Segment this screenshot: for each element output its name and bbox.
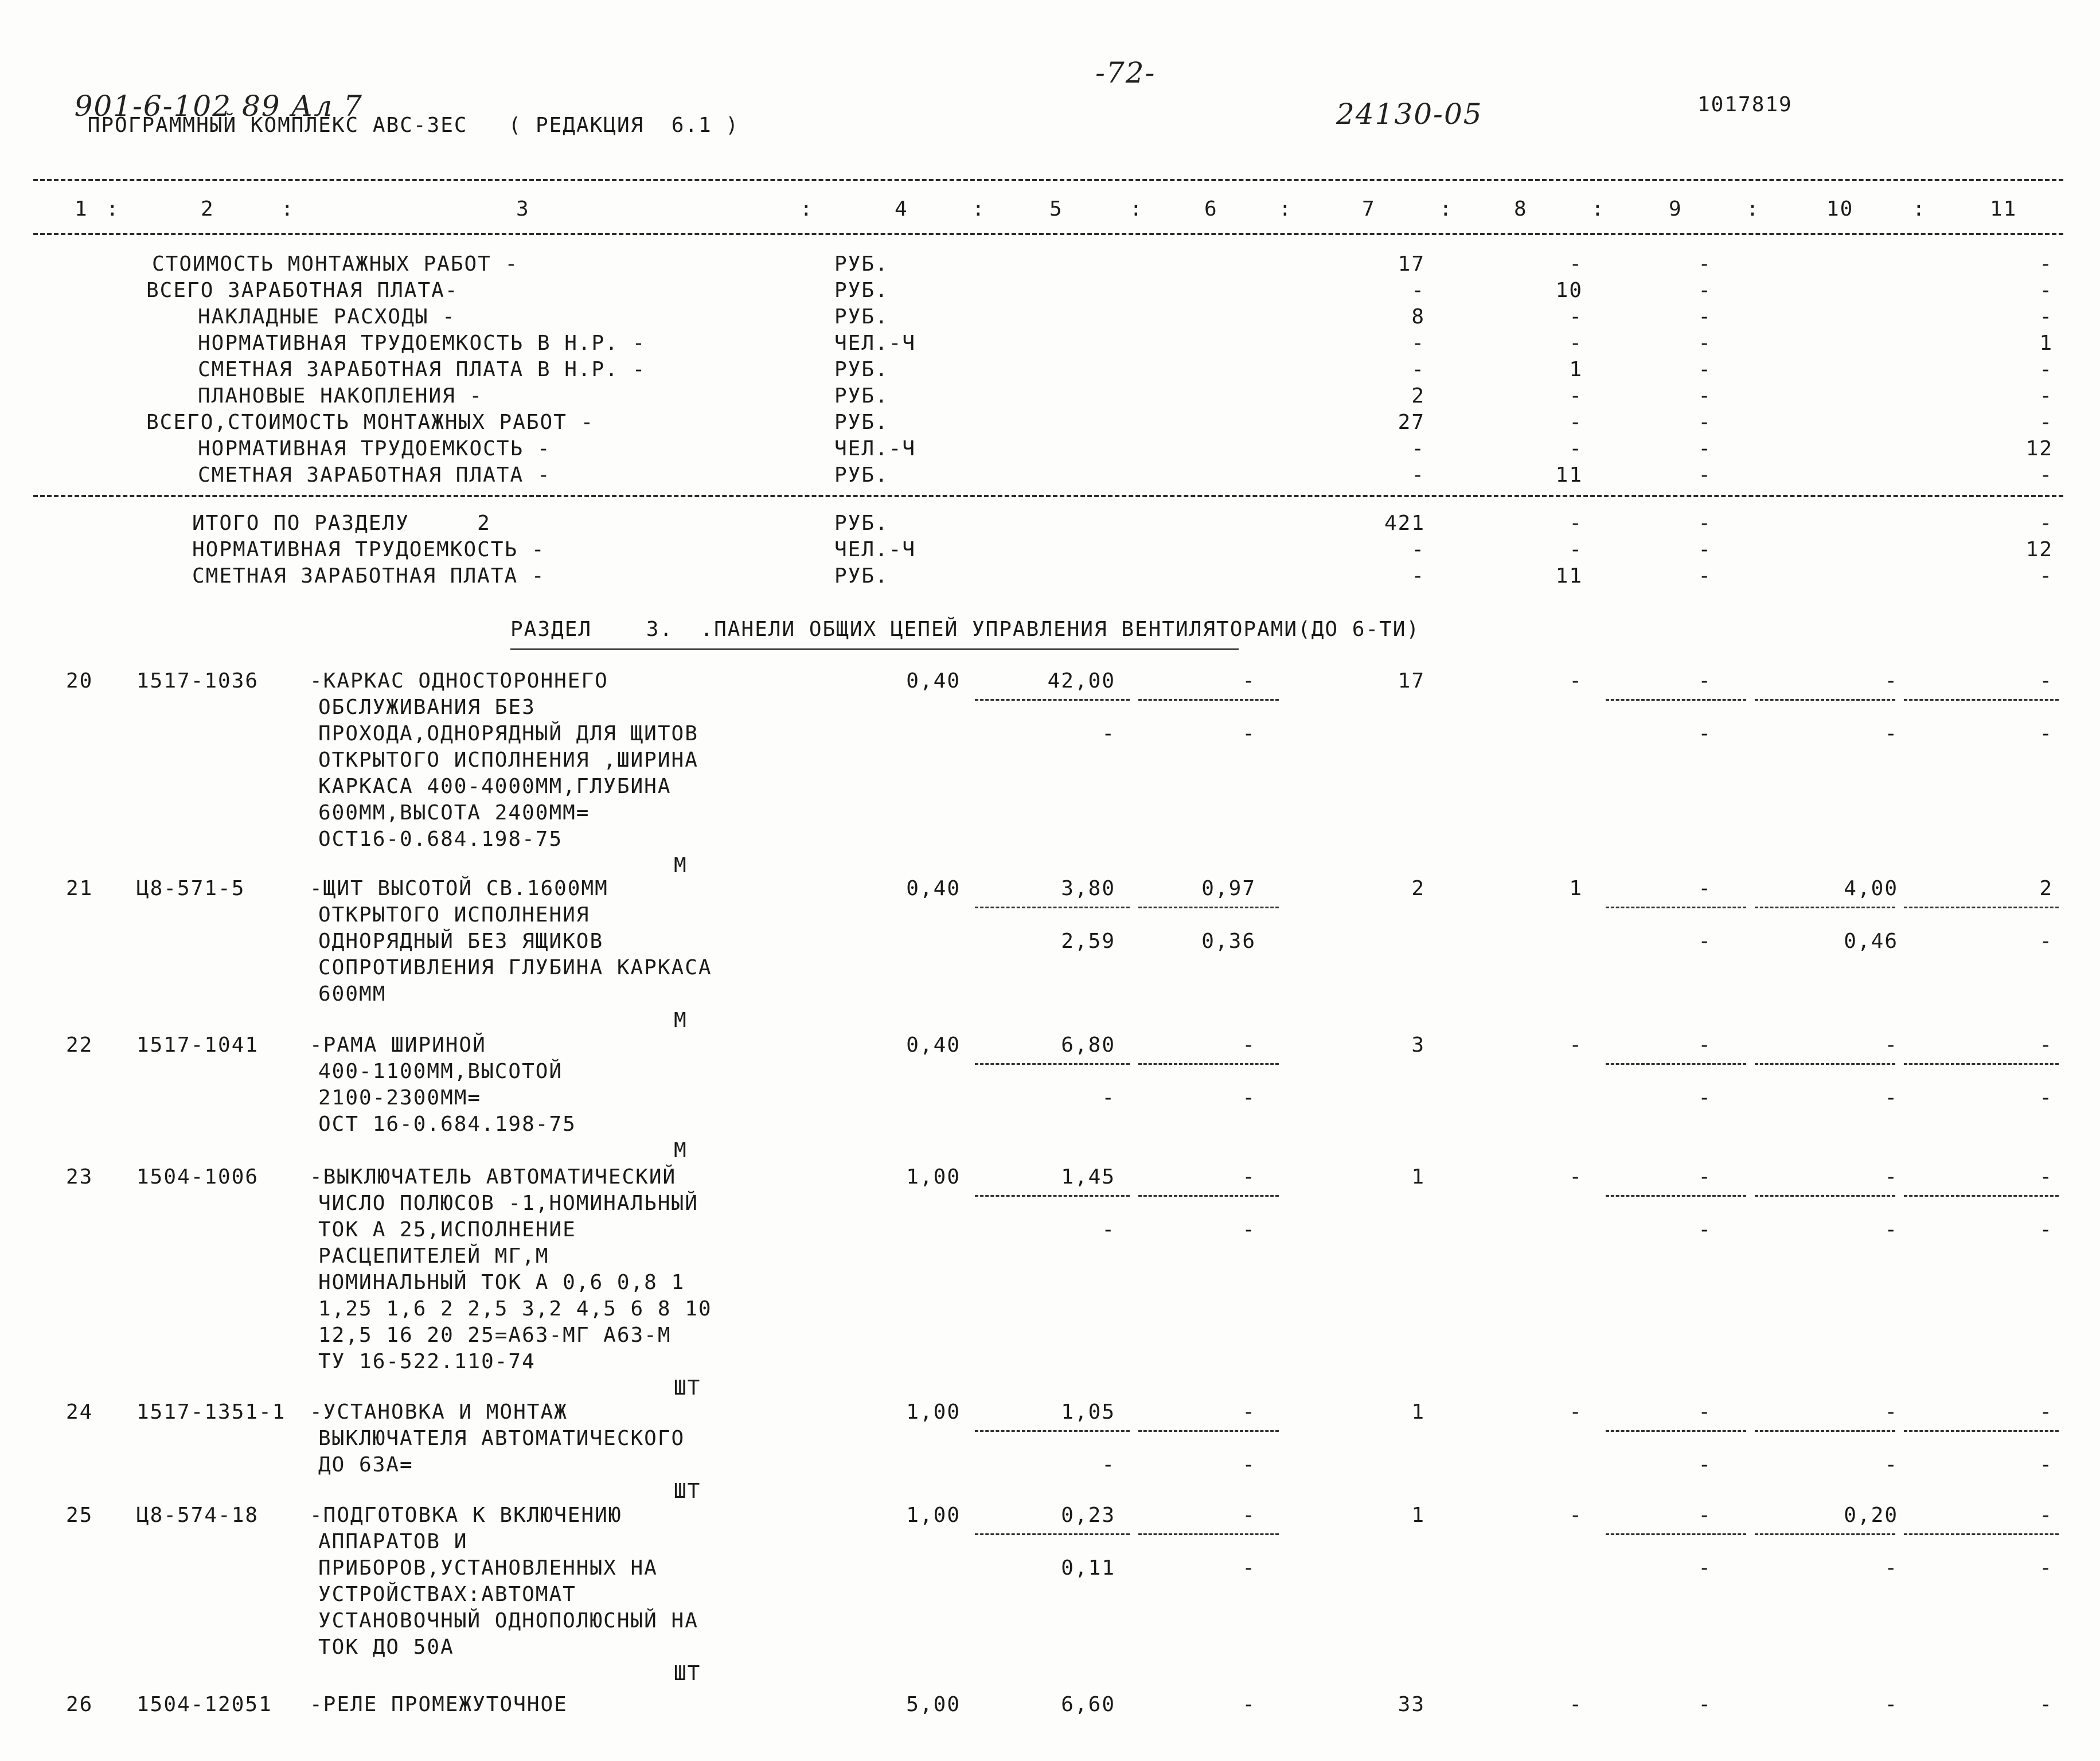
item-dash-rule xyxy=(975,699,1130,701)
total-unit: РУБ. xyxy=(834,564,889,588)
item-description-line: -ЩИТ ВЫСОТОЙ СВ.1600ММ xyxy=(310,877,608,900)
doc-code: 901-6-102 89 Ал 7 xyxy=(74,89,363,123)
item-description-line: ОБСЛУЖИВАНИЯ БЕЗ xyxy=(318,696,536,719)
item-dash-rule xyxy=(975,1533,1130,1535)
item-c9-sub: - xyxy=(1698,930,1712,953)
item-c9-sub: - xyxy=(1698,1086,1712,1110)
item-c11: - xyxy=(2039,1693,2053,1716)
summary-c9: - xyxy=(1698,252,1712,276)
item-dash-rule xyxy=(1755,1063,1895,1065)
item-number: 20 xyxy=(66,669,93,693)
column-header-8: 8 xyxy=(1514,197,1528,221)
total-c11: - xyxy=(2039,564,2053,588)
item-c4: 0,40 xyxy=(906,669,961,693)
summary-label: ВСЕГО ЗАРАБОТНАЯ ПЛАТА- xyxy=(146,279,459,302)
column-separator: : xyxy=(1746,197,1760,221)
item-c11: 2 xyxy=(2039,877,2053,900)
summary-c7: - xyxy=(1411,358,1425,381)
item-c10: - xyxy=(1884,669,1898,693)
item-unit: М xyxy=(674,1139,688,1162)
item-description-line: ТОК А 25,ИСПОЛНЕНИЕ xyxy=(318,1218,576,1241)
item-c4: 5,00 xyxy=(906,1693,961,1716)
total-c8: - xyxy=(1569,511,1583,535)
item-description-line: -ВЫКЛЮЧАТЕЛЬ АВТОМАТИЧЕСКИЙ xyxy=(310,1165,677,1189)
summary-label: НОРМАТИВНАЯ ТРУДОЕМКОСТЬ - xyxy=(198,437,551,460)
item-description-line: 2100-2300ММ= xyxy=(318,1086,482,1110)
total-unit: ЧЕЛ.-Ч xyxy=(834,538,916,561)
summary-c9: - xyxy=(1698,384,1712,408)
item-description-line: ОТКРЫТОГО ИСПОЛНЕНИЯ ,ШИРИНА xyxy=(318,748,698,772)
item-number: 22 xyxy=(66,1033,93,1057)
item-c8: - xyxy=(1569,1400,1583,1424)
item-description-line: ПРОХОДА,ОДНОРЯДНЫЙ ДЛЯ ЩИТОВ xyxy=(318,722,698,745)
item-dash-rule xyxy=(1606,1430,1746,1432)
item-description-line: -РАМА ШИРИНОЙ xyxy=(310,1033,486,1057)
item-dash-rule xyxy=(975,1430,1130,1432)
item-c5: 6,80 xyxy=(1061,1033,1115,1057)
item-c5-sub: - xyxy=(1102,1453,1115,1477)
item-code: 1504-1006 xyxy=(136,1165,259,1189)
total-c7: - xyxy=(1411,564,1425,588)
summary-c9: - xyxy=(1698,437,1712,460)
summary-c7: - xyxy=(1411,463,1425,487)
item-c6-sub: 0,36 xyxy=(1201,930,1256,953)
summary-c7: - xyxy=(1411,331,1425,355)
item-c7: 33 xyxy=(1398,1693,1425,1716)
item-c9: - xyxy=(1698,1693,1712,1716)
column-header-7: 7 xyxy=(1362,197,1376,221)
item-dash-rule xyxy=(1606,907,1746,908)
item-dash-rule xyxy=(1904,1195,2059,1197)
total-c11: - xyxy=(2039,511,2053,535)
item-description-line: ДО 63А= xyxy=(318,1453,413,1477)
column-header-1: 1 xyxy=(75,197,88,221)
summary-c11: - xyxy=(2039,384,2053,408)
item-c6: - xyxy=(1242,1400,1256,1424)
item-c10-sub: - xyxy=(1884,722,1898,745)
item-description-line: ТОК ДО 50А xyxy=(318,1635,454,1659)
column-separator: : xyxy=(1912,197,1926,221)
summary-unit: РУБ. xyxy=(834,358,889,381)
item-dash-rule xyxy=(1755,1430,1895,1432)
item-description-line: ПРИБОРОВ,УСТАНОВЛЕННЫХ НА xyxy=(318,1556,658,1580)
item-description-line: УСТАНОВОЧНЫЙ ОДНОПОЛЮСНЫЙ НА xyxy=(318,1609,698,1633)
item-c10-sub: - xyxy=(1884,1086,1898,1110)
item-dash-rule xyxy=(1904,1430,2059,1432)
item-c6-sub: - xyxy=(1242,1556,1256,1580)
item-c11-sub: - xyxy=(2039,1218,2053,1241)
item-c10: - xyxy=(1884,1165,1898,1189)
item-c5: 1,45 xyxy=(1061,1165,1115,1189)
item-description-line: КАРКАСА 400-4000ММ,ГЛУБИНА xyxy=(318,775,672,798)
item-c5-sub: 2,59 xyxy=(1061,930,1115,953)
total-label: СМЕТНАЯ ЗАРАБОТНАЯ ПЛАТА - xyxy=(192,564,545,588)
item-c8: - xyxy=(1569,1033,1583,1057)
item-dash-rule xyxy=(1755,1195,1895,1197)
item-c10: - xyxy=(1884,1693,1898,1716)
column-header-10: 10 xyxy=(1826,197,1854,221)
item-c7: 1 xyxy=(1411,1400,1425,1424)
item-c6: - xyxy=(1242,1165,1256,1189)
item-c11: - xyxy=(2039,1504,2053,1527)
item-number: 24 xyxy=(66,1400,93,1424)
summary-unit: РУБ. xyxy=(834,411,889,434)
column-separator: : xyxy=(281,197,295,221)
summary-c9: - xyxy=(1698,279,1712,302)
item-c4: 0,40 xyxy=(906,877,961,900)
item-c6: - xyxy=(1242,1693,1256,1716)
item-c10: 0,20 xyxy=(1844,1504,1898,1527)
item-c11: - xyxy=(2039,1033,2053,1057)
summary-c11: - xyxy=(2039,252,2053,276)
item-c8: 1 xyxy=(1569,877,1583,900)
item-number: 26 xyxy=(66,1693,93,1716)
item-c8: - xyxy=(1569,669,1583,693)
total-c7: 421 xyxy=(1384,511,1425,535)
item-c9-sub: - xyxy=(1698,1556,1712,1580)
item-description-line: НОМИНАЛЬНЫЙ ТОК А 0,6 0,8 1 xyxy=(318,1271,685,1294)
item-c9: - xyxy=(1698,1400,1712,1424)
summary-c7: 2 xyxy=(1411,384,1425,408)
column-header-9: 9 xyxy=(1669,197,1683,221)
item-c8: - xyxy=(1569,1165,1583,1189)
total-c9: - xyxy=(1698,564,1712,588)
summary-label: ВСЕГО,СТОИМОСТЬ МОНТАЖНЫХ РАБОТ - xyxy=(146,411,595,434)
sheet-id: 1017819 xyxy=(1697,93,1793,116)
summary-c8: - xyxy=(1569,331,1583,355)
item-dash-rule xyxy=(1138,1063,1279,1065)
item-description-line: -РЕЛЕ ПРОМЕЖУТОЧНОЕ xyxy=(310,1693,568,1716)
item-code: Ц8-571-5 xyxy=(136,877,245,900)
item-dash-rule xyxy=(1606,1063,1746,1065)
item-c10-sub: 0,46 xyxy=(1844,930,1898,953)
item-c11-sub: - xyxy=(2039,1556,2053,1580)
item-c9: - xyxy=(1698,877,1712,900)
item-c7: 17 xyxy=(1398,669,1425,693)
item-dash-rule xyxy=(1606,1195,1746,1197)
summary-label: СТОИМОСТЬ МОНТАЖНЫХ РАБОТ - xyxy=(152,252,519,276)
item-c6: - xyxy=(1242,1504,1256,1527)
total-c11: 12 xyxy=(2025,538,2053,561)
item-unit: М xyxy=(674,1009,688,1032)
item-c7: 1 xyxy=(1411,1504,1425,1527)
item-dash-rule xyxy=(1138,1533,1279,1535)
summary-c11: 1 xyxy=(2039,331,2053,355)
header-top-rule xyxy=(33,179,2063,181)
item-c5: 3,80 xyxy=(1061,877,1115,900)
column-separator: : xyxy=(1130,197,1143,221)
item-c6-sub: - xyxy=(1242,1453,1256,1477)
item-dash-rule xyxy=(1904,1533,2059,1535)
item-c5-sub: 0,11 xyxy=(1061,1556,1115,1580)
summary-label: СМЕТНАЯ ЗАРАБОТНАЯ ПЛАТА В Н.Р. - xyxy=(198,358,646,381)
summary-c8: - xyxy=(1569,252,1583,276)
item-unit: ШТ xyxy=(674,1376,701,1400)
item-c10-sub: - xyxy=(1884,1556,1898,1580)
item-description-line: 12,5 16 20 25=А63-МГ А63-М xyxy=(318,1323,672,1347)
item-c9: - xyxy=(1698,669,1712,693)
item-c11: - xyxy=(2039,669,2053,693)
item-c11: - xyxy=(2039,1400,2053,1424)
item-c8: - xyxy=(1569,1504,1583,1527)
item-dash-rule xyxy=(975,1195,1130,1197)
item-c5: 1,05 xyxy=(1061,1400,1115,1424)
summary-c9: - xyxy=(1698,331,1712,355)
summary-c9: - xyxy=(1698,358,1712,381)
item-dash-rule xyxy=(1755,907,1895,908)
total-c8: - xyxy=(1569,538,1583,561)
item-c9-sub: - xyxy=(1698,1453,1712,1477)
item-description-line: УСТРОЙСТВАХ:АВТОМАТ xyxy=(318,1583,576,1606)
item-dash-rule xyxy=(975,1063,1130,1065)
summary-c8: - xyxy=(1569,437,1583,460)
summary-unit: ЧЕЛ.-Ч xyxy=(834,331,916,355)
item-dash-rule xyxy=(1138,1430,1279,1432)
item-c5: 42,00 xyxy=(1047,669,1115,693)
item-c11-sub: - xyxy=(2039,930,2053,953)
column-header-11: 11 xyxy=(1990,197,2017,221)
item-c11: - xyxy=(2039,1165,2053,1189)
summary-c7: 17 xyxy=(1398,252,1425,276)
summary-unit: РУБ. xyxy=(834,305,889,329)
item-c4: 0,40 xyxy=(906,1033,961,1057)
item-dash-rule xyxy=(1606,1533,1746,1535)
item-description-line: ОСТ16-0.684.198-75 xyxy=(318,827,563,851)
summary-c8: 1 xyxy=(1569,358,1583,381)
column-header-5: 5 xyxy=(1049,197,1063,221)
item-description-line: 1,25 1,6 2 2,5 3,2 4,5 6 8 10 xyxy=(318,1297,712,1321)
column-separator: : xyxy=(1591,197,1605,221)
item-c10-sub: - xyxy=(1884,1453,1898,1477)
item-c7: 3 xyxy=(1411,1033,1425,1057)
summary-c9: - xyxy=(1698,305,1712,329)
item-description-line: ОСТ 16-0.684.198-75 xyxy=(318,1112,576,1136)
item-c9: - xyxy=(1698,1165,1712,1189)
item-code: 1517-1351-1 xyxy=(136,1400,286,1424)
summary-c7: 8 xyxy=(1411,305,1425,329)
item-c10-sub: - xyxy=(1884,1218,1898,1241)
item-unit: ШТ xyxy=(674,1479,701,1503)
total-label: ИТОГО ПО РАЗДЕЛУ 2 xyxy=(192,511,491,535)
item-c9: - xyxy=(1698,1033,1712,1057)
summary-c11: - xyxy=(2039,411,2053,434)
item-c11-sub: - xyxy=(2039,1086,2053,1110)
page-number: -72- xyxy=(1095,56,1156,89)
item-description-line: -УСТАНОВКА И МОНТАЖ xyxy=(310,1400,568,1424)
summary-c8: - xyxy=(1569,384,1583,408)
project-number: 24130-05 xyxy=(1336,97,1483,131)
item-c6-sub: - xyxy=(1242,1218,1256,1241)
item-description-line: СОПРОТИВЛЕНИЯ ГЛУБИНА КАРКАСА xyxy=(318,956,712,979)
column-header-4: 4 xyxy=(895,197,908,221)
item-c9-sub: - xyxy=(1698,1218,1712,1241)
totals-rule xyxy=(33,495,2063,497)
summary-label: ПЛАНОВЫЕ НАКОПЛЕНИЯ - xyxy=(198,384,483,408)
summary-unit: РУБ. xyxy=(834,384,889,408)
item-c5: 0,23 xyxy=(1061,1504,1115,1527)
item-description-line: 600ММ,ВЫСОТА 2400ММ= xyxy=(318,801,590,825)
summary-c8: 10 xyxy=(1555,279,1583,302)
item-description-line: ВЫКЛЮЧАТЕЛЯ АВТОМАТИЧЕСКОГО xyxy=(318,1427,685,1450)
item-c9: - xyxy=(1698,1504,1712,1527)
summary-label: НАКЛАДНЫЕ РАСХОДЫ - xyxy=(198,305,456,329)
summary-c11: 12 xyxy=(2025,437,2053,460)
item-description-line: АППАРАТОВ И xyxy=(318,1530,468,1553)
item-dash-rule xyxy=(1138,699,1279,701)
item-description-line: -КАРКАС ОДНОСТОРОННЕГО xyxy=(310,669,608,693)
item-dash-rule xyxy=(1138,1195,1279,1197)
summary-c11: - xyxy=(2039,358,2053,381)
item-dash-rule xyxy=(1904,907,2059,908)
summary-c11: - xyxy=(2039,279,2053,302)
item-c11-sub: - xyxy=(2039,722,2053,745)
section-title-underline xyxy=(510,648,1239,653)
item-dash-rule xyxy=(975,907,1130,908)
item-dash-rule xyxy=(1904,699,2059,701)
column-header-6: 6 xyxy=(1204,197,1218,221)
column-separator: : xyxy=(106,197,120,221)
summary-c9: - xyxy=(1698,463,1712,487)
item-c7: 1 xyxy=(1411,1165,1425,1189)
item-c6: - xyxy=(1242,1033,1256,1057)
item-unit: М xyxy=(674,854,688,877)
item-c8: - xyxy=(1569,1693,1583,1716)
item-c5-sub: - xyxy=(1102,722,1115,745)
item-description-line: ЧИСЛО ПОЛЮСОВ -1,НОМИНАЛЬНЫЙ xyxy=(318,1192,698,1215)
item-number: 23 xyxy=(66,1165,93,1189)
item-c10: - xyxy=(1884,1033,1898,1057)
column-separator: : xyxy=(1439,197,1453,221)
item-description-line: 600ММ xyxy=(318,982,387,1006)
item-description-line: РАСЦЕПИТЕЛЕЙ МГ,М xyxy=(318,1244,549,1268)
total-c8: 11 xyxy=(1555,564,1583,588)
item-c7: 2 xyxy=(1411,877,1425,900)
summary-c7: 27 xyxy=(1398,411,1425,434)
column-separator: : xyxy=(1279,197,1293,221)
item-c10: - xyxy=(1884,1400,1898,1424)
column-separator: : xyxy=(800,197,814,221)
item-c4: 1,00 xyxy=(906,1504,961,1527)
item-c9-sub: - xyxy=(1698,722,1712,745)
summary-unit: ЧЕЛ.-Ч xyxy=(834,437,916,460)
item-c5-sub: - xyxy=(1102,1086,1115,1110)
program-name: ПРОГРАММНЫЙ КОМПЛЕКС АВС-3ЕС ( РЕДАКЦИЯ 6.1 ) xyxy=(87,114,740,137)
item-number: 21 xyxy=(66,877,93,900)
total-c9: - xyxy=(1698,538,1712,561)
item-c6: 0,97 xyxy=(1201,877,1256,900)
item-c6-sub: - xyxy=(1242,722,1256,745)
total-c7: - xyxy=(1411,538,1425,561)
summary-c8: - xyxy=(1569,411,1583,434)
item-c4: 1,00 xyxy=(906,1165,961,1189)
item-c6: - xyxy=(1242,669,1256,693)
item-dash-rule xyxy=(1904,1063,2059,1065)
item-dash-rule xyxy=(1755,1533,1895,1535)
summary-c11: - xyxy=(2039,305,2053,329)
summary-c7: - xyxy=(1411,279,1425,302)
item-description-line: ТУ 16-522.110-74 xyxy=(318,1350,536,1373)
summary-c7: - xyxy=(1411,437,1425,460)
section-title: РАЗДЕЛ 3. .ПАНЕЛИ ОБЩИХ ЦЕПЕЙ УПРАВЛЕНИЯ ВЕНТИЛЯТОРАМИ(ДО 6-ТИ) xyxy=(510,618,1420,641)
item-dash-rule xyxy=(1606,699,1746,701)
item-c4: 1,00 xyxy=(906,1400,961,1424)
summary-c9: - xyxy=(1698,411,1712,434)
item-number: 25 xyxy=(66,1504,93,1527)
item-c5: 6,60 xyxy=(1061,1693,1115,1716)
item-code: Ц8-574-18 xyxy=(136,1504,259,1527)
total-c9: - xyxy=(1698,511,1712,535)
item-c5-sub: - xyxy=(1102,1218,1115,1241)
total-label: НОРМАТИВНАЯ ТРУДОЕМКОСТЬ - xyxy=(192,538,545,561)
item-unit: ШТ xyxy=(674,1662,701,1685)
item-code: 1517-1041 xyxy=(136,1033,259,1057)
column-header-2: 2 xyxy=(201,197,214,221)
summary-label: НОРМАТИВНАЯ ТРУДОЕМКОСТЬ В Н.Р. - xyxy=(198,331,646,355)
summary-unit: РУБ. xyxy=(834,252,889,276)
item-dash-rule xyxy=(1138,907,1279,908)
column-header-3: 3 xyxy=(516,197,530,221)
item-c11-sub: - xyxy=(2039,1453,2053,1477)
summary-label: СМЕТНАЯ ЗАРАБОТНАЯ ПЛАТА - xyxy=(198,463,551,487)
item-description-line: ОДНОРЯДНЫЙ БЕЗ ЯЩИКОВ xyxy=(318,930,604,953)
item-code: 1517-1036 xyxy=(136,669,259,693)
summary-c11: - xyxy=(2039,463,2053,487)
total-unit: РУБ. xyxy=(834,511,889,535)
item-c6-sub: - xyxy=(1242,1086,1256,1110)
item-c10: 4,00 xyxy=(1844,877,1898,900)
item-description-line: ОТКРЫТОГО ИСПОЛНЕНИЯ xyxy=(318,903,590,927)
item-dash-rule xyxy=(1755,699,1895,701)
column-separator: : xyxy=(972,197,986,221)
item-description-line: 400-1100ММ,ВЫСОТОЙ xyxy=(318,1060,563,1083)
summary-c8: 11 xyxy=(1555,463,1583,487)
header-bottom-rule xyxy=(33,233,2063,235)
summary-unit: РУБ. xyxy=(834,279,889,302)
item-description-line: -ПОДГОТОВКА К ВКЛЮЧЕНИЮ xyxy=(310,1504,622,1527)
summary-c8: - xyxy=(1569,305,1583,329)
item-code: 1504-12051 xyxy=(136,1693,272,1716)
summary-unit: РУБ. xyxy=(834,463,889,487)
